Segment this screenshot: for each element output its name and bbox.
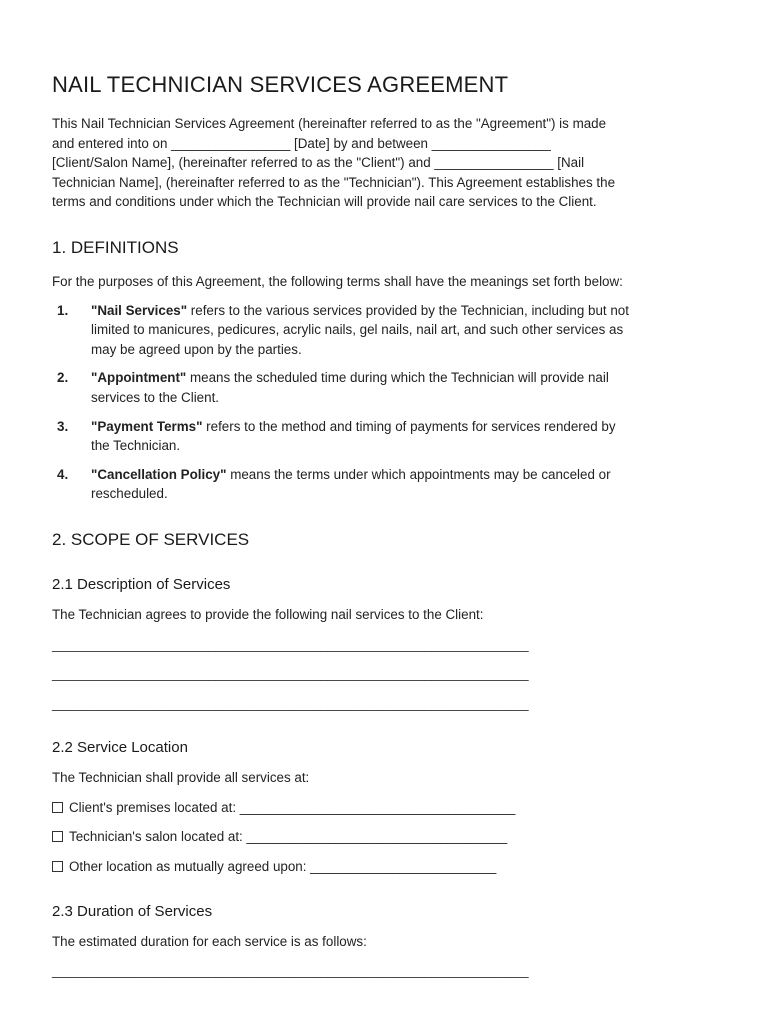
duration-lead: The estimated duration for each service is as follows: [52, 933, 367, 949]
item-number: 2. [57, 370, 69, 386]
intro-line: This Nail Technician Services Agreement (hereinafter referred to as the "Agreement") is made [52, 116, 607, 131]
definition-term: "Payment Terms" [91, 418, 203, 434]
intro-paragraph [52, 114, 732, 212]
option-label: Technician's salon located at: ___________________________________ [69, 829, 508, 845]
intro-line: [Client/Salon Name], (hereinafter referred to as the "Client") and ________________ [Nail [52, 155, 585, 171]
definition-term: "Cancellation Policy" [91, 466, 227, 482]
definition-item [52, 368, 732, 407]
definition-text: refers to the various services provided by the Technician, including but not [187, 302, 629, 318]
subsection-description-heading: 2.1 Description of Services [52, 575, 231, 593]
definition-item [52, 417, 732, 456]
definitions-lead: For the purposes of this Agreement, the following terms shall have the meanings set forth below: [52, 273, 623, 289]
location-lead: The Technician shall provide all services at: [52, 770, 310, 786]
definition-text: refers to the method and timing of payments for services rendered by [202, 418, 616, 434]
checkbox-icon[interactable] [52, 831, 63, 842]
item-number: 1. [57, 302, 69, 318]
section-scope-heading: 2. SCOPE OF SERVICES [52, 529, 250, 549]
blank-line[interactable]: ________________________________________________________________ [52, 666, 529, 682]
checkbox-icon[interactable] [52, 861, 63, 872]
blank-line[interactable]: ________________________________________________________________ [52, 636, 529, 652]
intro-line: Technician Name], (hereinafter referred to as the "Technician"). This Agreement establishes the [52, 174, 616, 190]
definitions-list [52, 301, 732, 504]
checkbox-icon[interactable] [52, 802, 63, 813]
intro-line: and entered into on ________________ [Date] by and between ________________ [52, 135, 551, 151]
location-option[interactable] [52, 798, 732, 818]
option-label: Other location as mutually agreed upon: _________________________ [69, 859, 497, 875]
definition-term: "Nail Services" [91, 302, 188, 318]
intro-line: terms and conditions under which the Technician will provide nail care services to the Client. [52, 194, 597, 210]
definition-text: limited to manicures, pedicures, acrylic nails, gel nails, nail art, and such other services as [91, 322, 624, 338]
subsection-duration-heading: 2.3 Duration of Services [52, 902, 213, 920]
definition-text: may be agreed upon by the parties. [91, 341, 302, 357]
definition-text: rescheduled. [91, 486, 168, 502]
blank-line[interactable]: ________________________________________________________________ [52, 695, 529, 711]
location-option[interactable] [52, 827, 732, 847]
definition-item [52, 465, 732, 504]
definition-text: means the scheduled time during which the Technician will provide nail [186, 370, 609, 386]
definition-item [52, 301, 732, 360]
blank-line[interactable]: ________________________________________________________________ [52, 963, 529, 979]
definition-text: services to the Client. [91, 389, 220, 405]
option-label: Client's premises located at: _____________________________________ [69, 799, 516, 815]
definition-term: "Appointment" [91, 370, 187, 386]
definition-text: the Technician. [91, 438, 181, 454]
description-lead: The Technician agrees to provide the following nail services to the Client: [52, 606, 484, 622]
definition-text: means the terms under which appointments may be canceled or [226, 466, 611, 482]
document-title: NAIL TECHNICIAN SERVICES AGREEMENT [52, 72, 509, 97]
item-number: 3. [57, 418, 69, 434]
document-page [52, 70, 732, 981]
item-number: 4. [57, 466, 69, 482]
section-definitions-heading: 1. DEFINITIONS [52, 237, 179, 257]
location-option[interactable] [52, 857, 732, 877]
subsection-location-heading: 2.2 Service Location [52, 739, 188, 757]
